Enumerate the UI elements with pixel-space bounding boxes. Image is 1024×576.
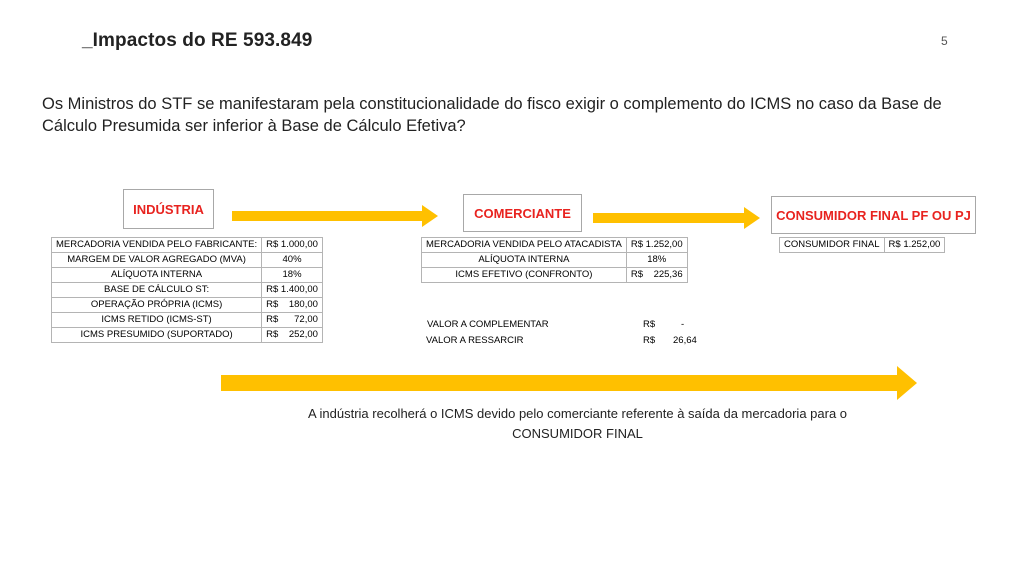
stage-consumidor-label: CONSUMIDOR FINAL PF OU PJ xyxy=(776,207,971,223)
currency-symbol: R$ xyxy=(630,269,644,280)
row-label: CONSUMIDOR FINAL xyxy=(780,238,885,253)
row-label: OPERAÇÃO PRÓPRIA (ICMS) xyxy=(52,298,262,313)
row-label: ALÍQUOTA INTERNA xyxy=(422,253,627,268)
row-label: MARGEM DE VALOR AGREGADO (MVA) xyxy=(52,253,262,268)
row-value: R$ 1.400,00 xyxy=(262,283,323,298)
table-row xyxy=(52,268,323,283)
table-row xyxy=(52,238,323,253)
row-label: MERCADORIA VENDIDA PELO FABRICANTE: xyxy=(52,238,262,253)
row-label: ICMS PRESUMIDO (SUPORTADO) xyxy=(52,328,262,343)
row-value xyxy=(262,298,323,313)
table-row xyxy=(422,238,688,253)
stage-comerciante-label: COMERCIANTE xyxy=(474,205,571,221)
complementar-label: VALOR A COMPLEMENTAR xyxy=(427,319,549,330)
currency-symbol: R$ xyxy=(266,299,279,310)
stage-comerciante xyxy=(463,194,582,232)
stage-consumidor xyxy=(771,196,976,234)
ressarcir-currency: R$ xyxy=(643,335,656,346)
industria-table xyxy=(51,237,323,343)
table-row xyxy=(422,253,688,268)
row-value: 18% xyxy=(626,253,687,268)
row-value: R$ 1.000,00 xyxy=(262,238,323,253)
row-value: R$ 1.252,00 xyxy=(884,238,945,253)
amount: 225,36 xyxy=(653,269,683,280)
page-number: 5 xyxy=(941,34,948,48)
intro-question: Os Ministros do STF se manifestaram pela constitucionalidade do fisco exigir o complemento do ICMS no caso da Base de Cálculo Presumida ser inferior à Base de Cálculo Efetiva? xyxy=(42,95,942,135)
row-label: ICMS RETIDO (ICMS-ST) xyxy=(52,313,262,328)
ressarcir-amount: 26,64 xyxy=(673,335,697,346)
table-row xyxy=(52,298,323,313)
stage-industria-label: INDÚSTRIA xyxy=(133,201,204,217)
table-row xyxy=(422,268,688,283)
table-row xyxy=(52,283,323,298)
row-value: 18% xyxy=(262,268,323,283)
slide-title: _Impactos do RE 593.849 xyxy=(82,30,313,51)
currency-symbol: R$ xyxy=(266,329,279,340)
ressarcir-label: VALOR A RESSARCIR xyxy=(426,335,524,346)
stage-industria xyxy=(123,189,214,229)
row-label: MERCADORIA VENDIDA PELO ATACADISTA xyxy=(422,238,627,253)
amount: 180,00 xyxy=(288,299,318,310)
row-value: R$ 1.252,00 xyxy=(626,238,687,253)
complementar-currency: R$ xyxy=(643,319,656,330)
table-row xyxy=(52,328,323,343)
currency-symbol: R$ xyxy=(266,314,279,325)
row-label: ICMS EFETIVO (CONFRONTO) xyxy=(422,268,627,283)
table-row xyxy=(780,238,945,253)
arrow-industria-to-comerciante xyxy=(232,205,438,227)
complementar-amount: - xyxy=(681,319,685,330)
arrow-industria-to-consumidor xyxy=(221,366,917,400)
consumidor-table xyxy=(779,237,945,253)
row-value: 40% xyxy=(262,253,323,268)
table-row xyxy=(52,253,323,268)
amount: 252,00 xyxy=(288,329,318,340)
table-row xyxy=(52,313,323,328)
comerciante-table xyxy=(421,237,688,283)
amount: 72,00 xyxy=(294,314,318,325)
row-label: ALÍQUOTA INTERNA xyxy=(52,268,262,283)
arrow-comerciante-to-consumidor xyxy=(593,207,760,229)
row-value xyxy=(262,328,323,343)
row-value xyxy=(626,268,687,283)
industria-note: A indústria recolherá o ICMS devido pelo comerciante referente à saída da mercadoria para o CONSUMIDOR FINAL xyxy=(307,406,848,441)
row-value xyxy=(262,313,323,328)
row-label: BASE DE CÁLCULO ST: xyxy=(52,283,262,298)
